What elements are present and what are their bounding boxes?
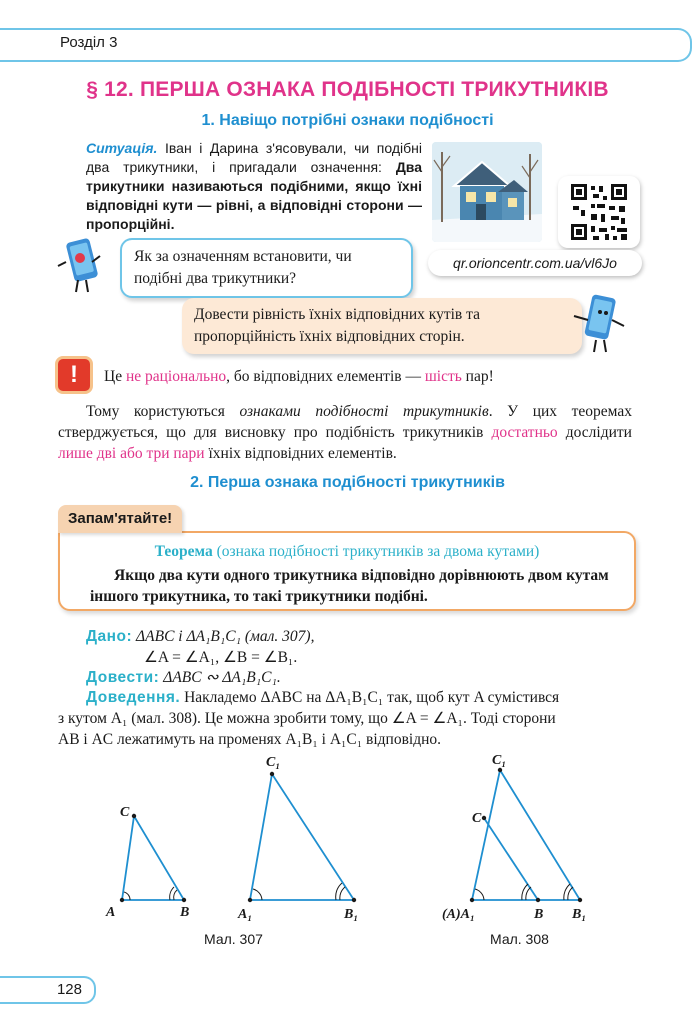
label-b: B [180,905,190,920]
given-text: ΔABC і ΔA₁B₁C₁ (мал. 307), [136,628,315,645]
situation-label: Ситуація. [86,140,158,156]
qr-code[interactable] [558,176,640,248]
warning-text-b: , бо відповідних елементів — [226,368,425,385]
triangle-abc [122,816,184,900]
label-c1-308: C₁ [492,753,507,768]
intro-paragraph [58,401,632,464]
paragraph-text-d: їхніх відповідних елементів. [204,445,397,462]
label-b1-308: B₁ [572,907,587,922]
proof-line-2: з кутом A₁ (мал. 308). Це можна зробити тому, що ∠A = ∠A₁. Тоді сторони [58,710,556,727]
phone-character-right [570,294,630,356]
remember-tab: Запам'ятайте! [58,505,182,533]
caption-307: Мал. 307 [204,931,263,947]
label-a1: A₁ [238,907,253,922]
warning-icon: ! [58,359,90,391]
label-c: C [120,805,130,820]
highlight-two-or-three: лише дві або три пари [58,445,205,462]
paragraph-text-b: . У цих теоремах стверджується, що для висновку про подібність трикутників [58,403,632,441]
warning-text-a: Це [104,368,126,385]
paragraph-text-c: дослідити [557,424,632,441]
highlight-six: шість [424,368,462,385]
proof-line-3: AB і AC лежатимуть на променях A₁B₁ і A₁C₁ відповідно. [58,731,442,748]
paragraph-italic: ознаками подібності трикутників [239,403,489,420]
theorem-name: Теорема [154,543,213,560]
given-line-2: ∠A = ∠A₁, ∠B = ∠B₁. [144,649,298,666]
given-label: Дано: [86,628,133,645]
answer-bubble: Довести рівність їхніх відповідних кутів та пропорційність їхніх відповідних сторін. [182,298,582,354]
caption-308: Мал. 308 [490,931,549,947]
proof-label: Доведення. [86,689,181,706]
theorem-title [60,543,634,561]
warning-text-c: пар! [461,368,494,385]
question-bubble: Як за означенням встановити, чи подібні два трикутники? [120,238,413,298]
section2-heading: 2. Перша ознака подібності трикутників [190,474,505,491]
house-illustration [432,142,542,242]
proof-text-1: Накладемо ΔABC на ΔA₁B₁C₁ так, щоб кут A сумістився [184,689,560,706]
proof-line-1 [86,687,559,708]
situation-text: Іван і Дарина з'ясовували, чи подібні два трикутники, і пригадали означення: [86,140,422,175]
paragraph-text-a: Тому користуються [86,403,240,420]
theorem-subtitle: (ознака подібності трикутників за двома кутами) [216,543,540,560]
situation-paragraph [86,139,422,234]
label-c-308: C [472,811,482,826]
label-b1: B₁ [344,907,359,922]
page-title: § 12. ПЕРША ОЗНАКА ПОДІБНОСТІ ТРИКУТНИКІВ [86,78,609,101]
page-number-text: 128 [56,981,82,998]
prove-label: Довести: [86,669,160,686]
triangle-a1b1c1 [250,774,354,900]
label-a-a1: (A)A₁ [442,907,475,922]
qr-link[interactable]: qr.orioncentr.com.ua/vl6Jo [428,250,642,276]
theorem-body: Якщо два кути одного трикутника відповідно дорівнюють двом кутам іншого трикутника, то такі трикутники подібні. [90,567,609,605]
chapter-label: Розділ 3 [60,34,118,51]
label-b-308: B [534,907,544,922]
warning-text [104,366,644,387]
given-line [86,626,314,647]
figures-canvas [90,750,650,980]
prove-line [86,667,281,688]
prove-text: ΔABC ∾ ΔA₁B₁C₁. [163,669,281,686]
section1-heading: 1. Навіщо потрібні ознаки подібності [201,112,494,129]
definition-text: Два трикутники називаються подібними, якщо їхні відповідні кути — рівні, а відповідні сторони — пропорційні. [86,159,422,232]
page-number [0,976,96,1004]
highlight-enough: достатньо [491,424,558,441]
label-a: A [106,905,116,920]
label-c1: C₁ [266,755,281,770]
highlight-not-rational: не раціонально [125,368,227,385]
theorem-box [58,531,636,611]
phone-character-left [56,236,112,296]
